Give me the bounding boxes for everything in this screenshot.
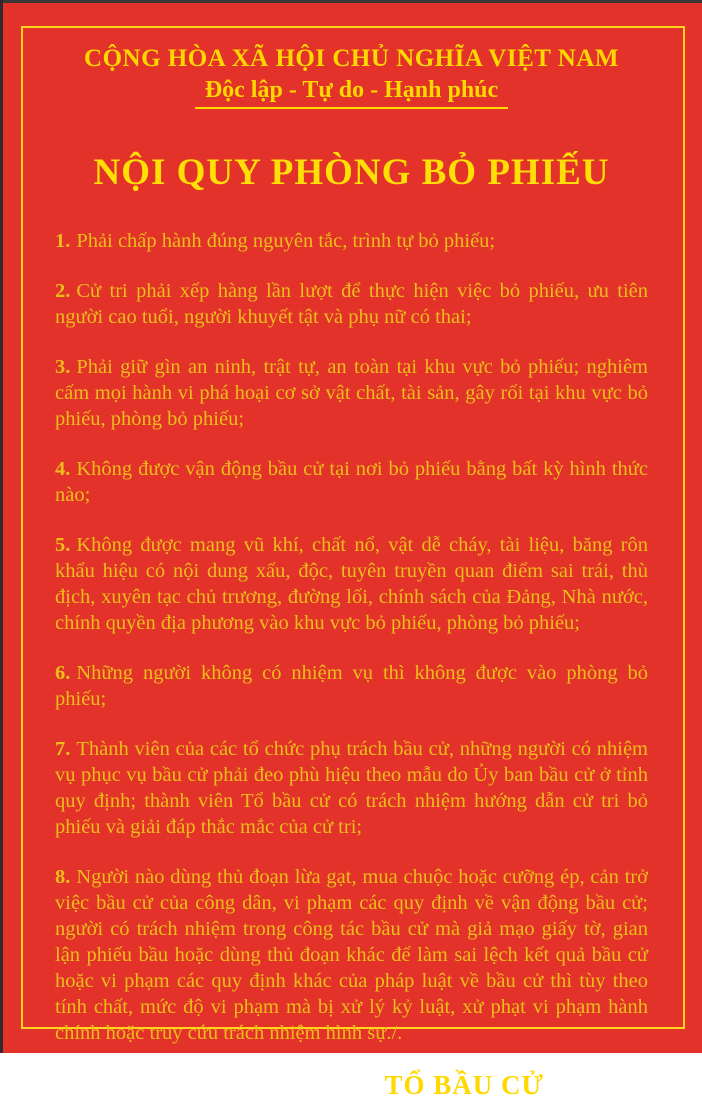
rule-text: Những người không có nhiệm vụ thì không được vào phòng bỏ phiếu; bbox=[55, 661, 648, 710]
rule-text: Phải giữ gìn an ninh, trật tự, an toàn tại khu vực bỏ phiếu; nghiêm cấm mọi hành vi phá hoại cơ sở vật chất, tài sản, gây rối tại khu vực bỏ phiếu, phòng bỏ phiếu; bbox=[55, 355, 648, 430]
signature: TỔ BẦU CỬ bbox=[384, 1069, 544, 1100]
rule-text: Thành viên của các tổ chức phụ trách bầu cử, những người có nhiệm vụ phục vụ bầu cử phải đeo phù hiệu theo mẫu do Ủy ban bầu cử ở tỉnh quy định; thành viên Tổ bầu cử có trách nhiệm hướng dẫn cử tri bỏ phiếu và giải đáp thắc mắc của cử tri; bbox=[55, 737, 648, 838]
rule-number: 7. bbox=[55, 737, 71, 760]
rule-number: 3. bbox=[55, 355, 71, 378]
rule-number: 2. bbox=[55, 279, 71, 302]
rule-item-4 bbox=[55, 456, 648, 508]
motto-underlined: Độc lập - Tự do - Hạnh phúc bbox=[195, 77, 508, 109]
rules-list bbox=[55, 228, 648, 1046]
rule-number: 8. bbox=[55, 865, 71, 888]
rule-item-7 bbox=[55, 736, 648, 840]
rule-item-2 bbox=[55, 278, 648, 330]
national-title: CỘNG HÒA XÃ HỘI CHỦ NGHĨA VIỆT NAM bbox=[84, 45, 619, 72]
rule-item-6 bbox=[55, 660, 648, 712]
rule-text: Không được vận động bầu cử tại nơi bỏ phiếu bằng bất kỳ hình thức nào; bbox=[55, 457, 648, 506]
rule-number: 5. bbox=[55, 533, 71, 556]
rule-number: 1. bbox=[55, 229, 71, 252]
document-title: NỘI QUY PHÒNG BỎ PHIẾU bbox=[93, 152, 610, 194]
rule-item-5 bbox=[55, 532, 648, 636]
rule-text: Cử tri phải xếp hàng lần lượt để thực hiện việc bỏ phiếu, ưu tiên người cao tuổi, người khuyết tật và phụ nữ có thai; bbox=[55, 279, 648, 328]
rule-text: Phải chấp hành đúng nguyên tắc, trình tự bỏ phiếu; bbox=[76, 229, 496, 252]
motto-row bbox=[55, 77, 648, 109]
rule-text: Không được mang vũ khí, chất nổ, vật dễ cháy, tài liệu, băng rôn khẩu hiệu có nội dung xấu, độc, tuyên truyền quan điểm sai trái, thù địch, xuyên tạc chủ trương, đường lối, chính sách của Đảng, Nhà nước, chính quyền địa phương vào khu vực bỏ phiếu, phòng bỏ phiếu; bbox=[55, 533, 648, 634]
rule-text: Người nào dùng thủ đoạn lừa gạt, mua chuộc hoặc cưỡng ép, cản trở việc bầu cử của công dân, vi phạm các quy định về vận động bầu cử; người có trách nhiệm trong công tác bầu cử mà giả mạo giấy tờ, gian lận phiếu bầu hoặc dùng thủ đoạn khác để làm sai lệch kết quả bầu cử hoặc vi phạm các quy định khác của pháp luật về bầu cử thì tùy theo tính chất, mức độ vi phạm mà bị xử lý kỷ luật, xử phạt vi phạm hành chính hoặc truy cứu trách nhiệm hình sự./. bbox=[55, 865, 648, 1044]
rule-item-3 bbox=[55, 354, 648, 432]
rule-item-8 bbox=[55, 864, 648, 1046]
rule-number: 4. bbox=[55, 457, 71, 480]
rule-item-1 bbox=[55, 228, 648, 254]
rule-number: 6. bbox=[55, 661, 71, 684]
